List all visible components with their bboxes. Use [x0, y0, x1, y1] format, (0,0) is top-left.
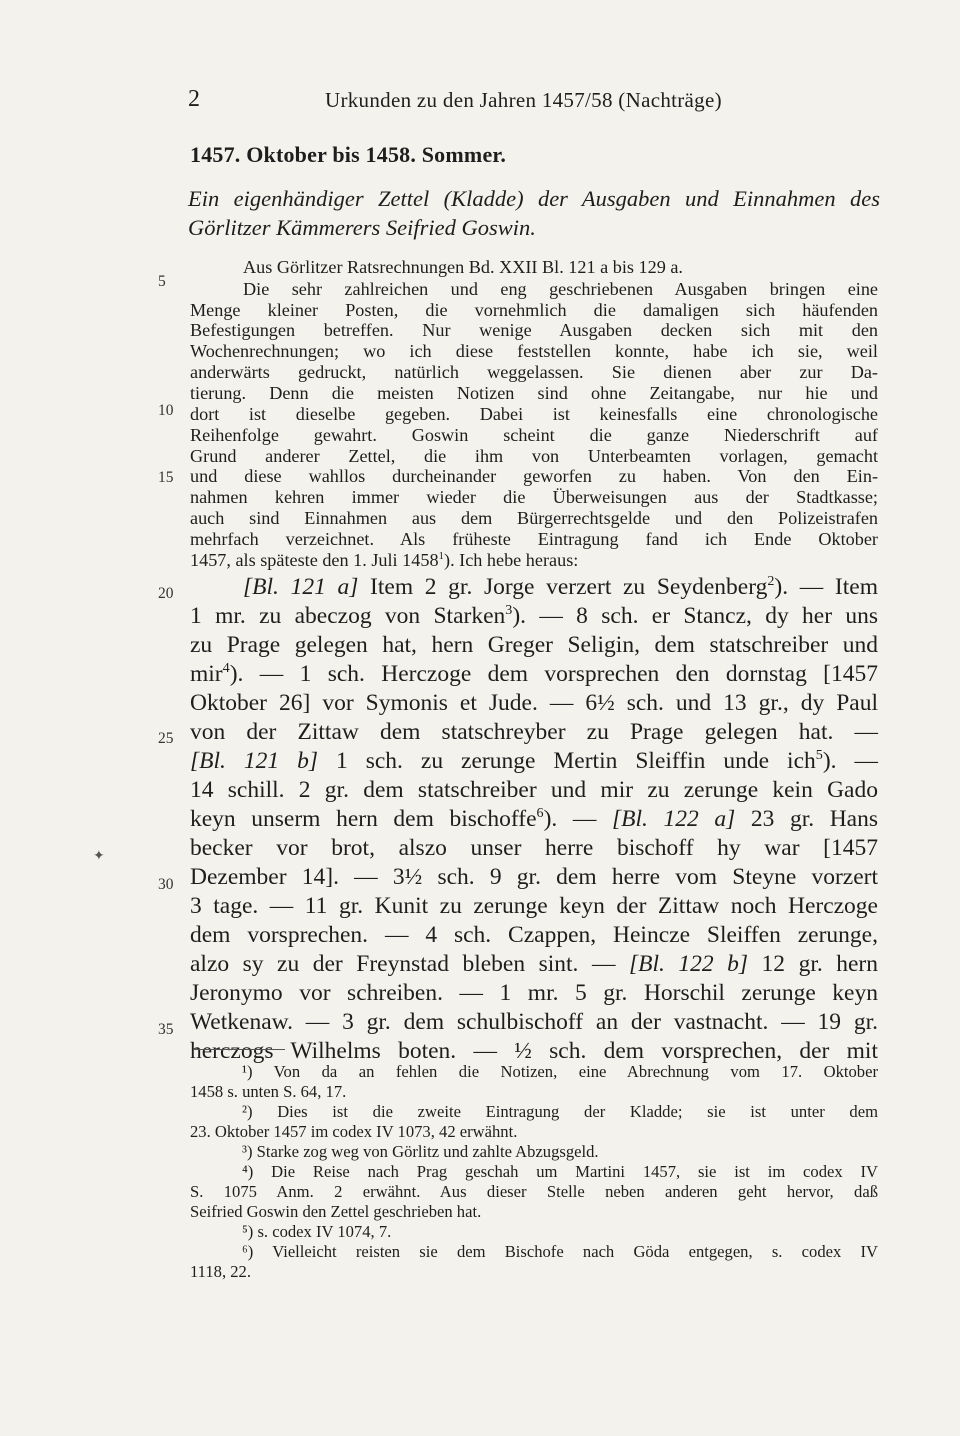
footnote: ⁴) Die Reise nach Prag geschah um Martini 1457, sie ist im codex IV	[242, 1162, 878, 1181]
line-number: 25	[158, 730, 174, 747]
footnote-rule	[193, 1049, 285, 1050]
intro-line: tierung. Denn die meisten Notizen sind ohne Zeitangabe, nur hie und	[190, 383, 878, 403]
footnote: 23. Oktober 1457 im codex IV 1073, 42 erwähnt.	[190, 1122, 518, 1141]
text-line: 14 schill. 2 gr. dem statschreiber und mir zu zerunge kein Gado	[190, 777, 878, 803]
line-number: 10	[158, 402, 174, 419]
intro-line: mehrfach verzeichnet. Als früheste Eintragung fand ich Ende Oktober	[190, 529, 878, 549]
footnote: ⁶) Vielleicht reisten sie dem Bischofe nach Göda entgegen, s. codex IV	[242, 1242, 878, 1261]
text-line: [Bl. 121 b] 1 sch. zu zerunge Mertin Sleiffin unde ich$^5$). —	[190, 747, 878, 774]
margin-mark: ✦	[93, 849, 105, 864]
folio-ref: [Bl. 121 b]	[190, 748, 319, 774]
intro-line: Die sehr zahlreichen und eng geschriebenen Ausgaben bringen eine	[243, 279, 878, 299]
footnote-ref: 1	[438, 549, 444, 562]
intro-line: und diese wahllos durcheinander geworfen zu haben. Von den Ein-	[190, 466, 878, 486]
entry-date: 1457. Oktober bis 1458. Sommer.	[190, 142, 507, 167]
footnote: 1458 s. unten S. 64, 17.	[190, 1082, 347, 1101]
folio-ref: [Bl. 122 a]	[611, 806, 736, 832]
page-header	[188, 86, 878, 116]
text-line: becker vor brot, alszo unser herre bischoff hy war [1457	[190, 835, 878, 861]
footnote: S. 1075 Anm. 2 erwähnt. Aus dieser Stelle neben anderen geht hervor, daß	[190, 1182, 878, 1201]
text-line: herczogs Wilhelms boten. — ½ sch. dem vorsprechen, der mit	[190, 1038, 878, 1064]
text-line: 1 mr. zu abeczog von Starken$^3$). — 8 sch. er Stancz, dy her uns	[190, 602, 879, 629]
text-line: alzo sy zu der Freynstad bleben sint. — [Bl. 122 b] 12 gr. hern	[190, 951, 878, 977]
footnote: ³) Starke zog weg von Görlitz und zahlte Abzugsgeld.	[242, 1142, 599, 1161]
text-line: 3 tage. — 11 gr. Kunit zu zerunge keyn der Zittaw noch Herczoge	[190, 893, 878, 919]
folio-ref: [Bl. 121 a]	[243, 574, 359, 600]
footnote: Seifried Goswin den Zettel geschrieben hat.	[190, 1202, 482, 1221]
text-line: mir$^4$). — 1 sch. Herczoge dem vorsprechen den dornstag [1457	[190, 660, 878, 687]
text-line: von der Zittaw dem statschreyber zu Prage gelegen hat. —	[190, 719, 878, 745]
line-number: 35	[158, 1021, 174, 1038]
text-line: Dezember 14]. — 3½ sch. 9 gr. dem herre vom Steyne vorzert	[190, 864, 878, 890]
text-line: Oktober 26] vor Symonis et Jude. — 6½ sch. und 13 gr., dy Paul	[190, 690, 878, 716]
line-number: 30	[158, 876, 174, 893]
intro-line: auch sind Einnahmen aus dem Bürgerrechtsgelde und den Polizeistrafen	[190, 508, 878, 528]
text-line: dem vorsprechen. — 4 sch. Czappen, Heincze Sleiffen zerunge,	[190, 922, 878, 948]
intro-line: nahmen kehren immer wieder die Überweisungen aus der Stadtkasse;	[190, 487, 878, 507]
folio-ref: [Bl. 122 b]	[628, 951, 749, 977]
line-number: 20	[158, 585, 174, 602]
page-number: 2	[188, 86, 200, 112]
intro-line: anderwärts gedruckt, natürlich weggelassen. Sie dienen aber zur Da-	[190, 362, 878, 382]
intro-line: Grund anderer Zettel, die ihm von Unterbeamten vorlagen, gemacht	[190, 446, 878, 466]
footnote: 1118, 22.	[190, 1262, 251, 1281]
footnote: ²) Dies ist die zweite Eintragung der Kladde; sie ist unter dem	[242, 1102, 878, 1121]
intro-line: Befestigungen betreffen. Nur wenige Ausgaben decken sich mit den	[190, 320, 878, 340]
text-line: Wetkenaw. — 3 gr. dem schulbischoff an der vastnacht. — 19 gr.	[190, 1009, 878, 1035]
text-line: zu Prage gelegen hat, hern Greger Seligin, dem statschreiber und	[190, 632, 878, 658]
intro-line: Menge kleiner Posten, die vornehmlich die damaligen sich häufenden	[190, 300, 878, 320]
source-line: Aus Görlitzer Ratsrechnungen Bd. XXII Bl. 121 a bis 129 a.	[243, 257, 683, 277]
footnote: ¹) Von da an fehlen die Notizen, eine Abrechnung vom 17. Oktober	[242, 1062, 878, 1081]
running-head: Urkunden zu den Jahren 1457/58 (Nachträge)	[325, 88, 722, 112]
intro-line-last: 1457, als späteste den 1. Juli 1458$^1$). Ich hebe heraus:	[190, 549, 579, 570]
intro-line: Reihenfolge gewahrt. Goswin scheint die ganze Niederschrift auf	[190, 425, 878, 445]
text-line: [Bl. 121 a] Item 2 gr. Jorge verzert zu Seydenberg$^2$). — Item	[243, 573, 878, 600]
intro-line: dort ist dieselbe gegeben. Dabei ist keinesfalls eine chronologische	[190, 404, 878, 424]
text-line: keyn unserm hern dem bischoffe$^6$). — [Bl. 122 a] 23 gr. Hans	[190, 805, 879, 832]
line-number: 15	[158, 469, 174, 486]
line-number: 5	[158, 273, 166, 290]
entry-subtitle: Ein eigenhändiger Zettel (Kladde) der Ausgaben und Einnahmen des Görlitzer Kämmerers Seifried Goswin.	[188, 186, 880, 240]
footnote: ⁵) s. codex IV 1074, 7.	[242, 1222, 392, 1241]
text-line: Jeronymo vor schreiben. — 1 mr. 5 gr. Horschil zerunge keyn	[190, 980, 878, 1006]
intro-line: Wochenrechnungen; wo ich diese feststellen konnte, habe ich sie, weil	[190, 341, 878, 361]
